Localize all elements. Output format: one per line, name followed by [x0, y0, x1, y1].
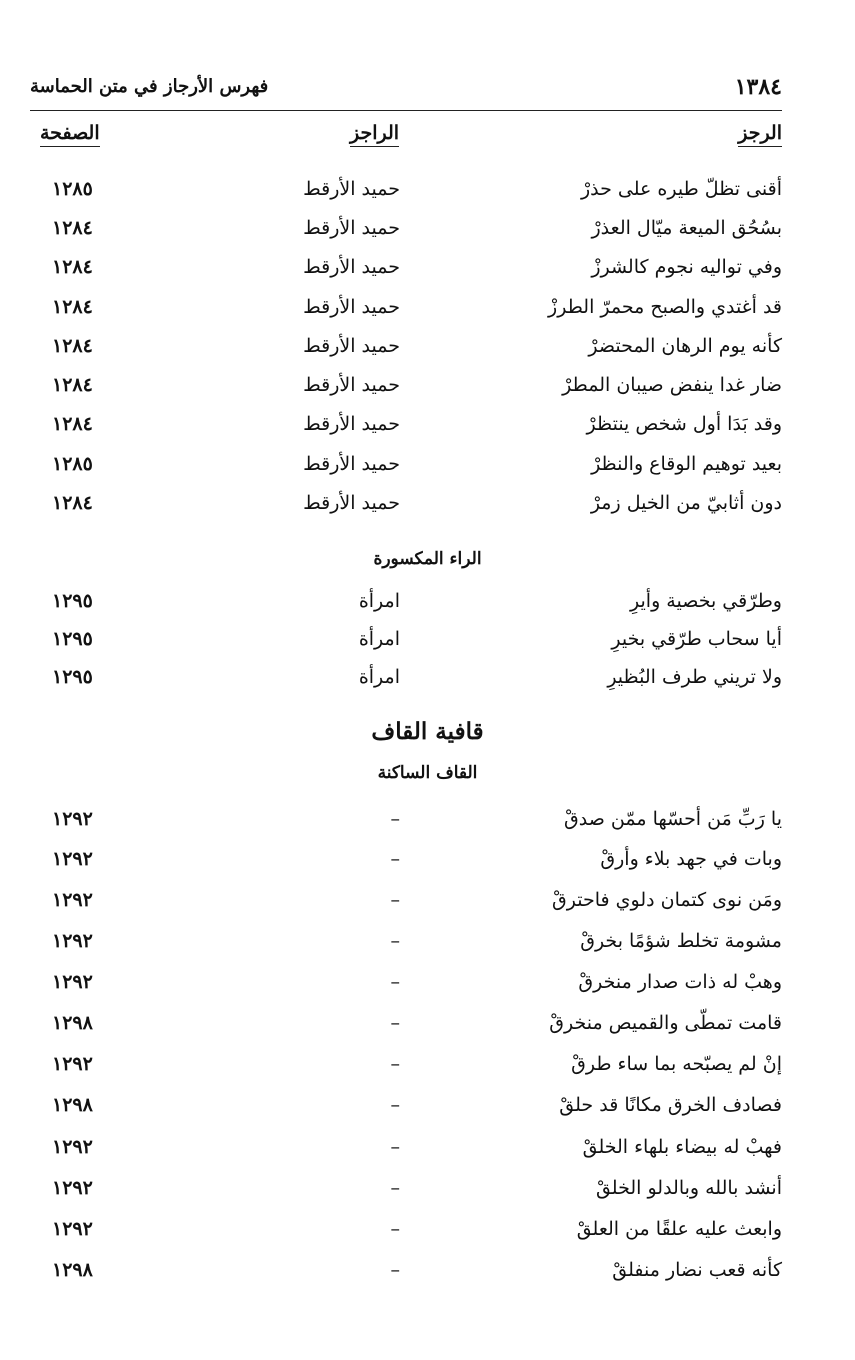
page-ref: ١٢٩٢	[52, 848, 93, 870]
page-ref: ١٢٩٢	[52, 1177, 93, 1199]
index-row	[30, 971, 782, 1005]
verse-text: مشومة تخلط شؤمًا بخرقْ	[580, 930, 782, 952]
poet-name: –	[390, 1094, 400, 1116]
verse-text: بسُحُق الميعة ميّال العذرْ	[591, 217, 782, 239]
verse-text: وهبْ له ذات صدار منخرقْ	[578, 971, 782, 993]
page-ref: ١٢٨٤	[52, 374, 93, 396]
index-row	[30, 453, 782, 487]
page-ref: ١٢٩٨	[52, 1012, 93, 1034]
verse-text: إنْ لم يصبّحه بما ساء طرقْ	[571, 1053, 782, 1075]
page-ref: ١٢٨٤	[52, 256, 93, 278]
page-ref: ١٢٩٨	[52, 1094, 93, 1116]
verse-text: قامت تمطّى والقميص منخرقْ	[549, 1012, 782, 1034]
index-row	[30, 1259, 782, 1293]
index-row	[30, 590, 782, 624]
running-head	[30, 74, 782, 111]
verse-text: ضار غدا ينفض صيبان المطرْ	[562, 374, 782, 396]
verse-text: وفي تواليه نجوم كالشرزْ	[591, 256, 782, 278]
verse-text: أقنى تظلّ طيره على حذرْ	[580, 178, 782, 200]
index-row	[30, 930, 782, 964]
section-heading-qaf-sakina: القاف الساكنة	[377, 763, 478, 783]
poet-name: حميد الأرقط	[303, 453, 400, 475]
page-ref: ١٢٨٤	[52, 217, 93, 239]
poet-name: –	[390, 1053, 400, 1075]
page-ref: ١٢٩٢	[52, 1053, 93, 1075]
poet-name: –	[390, 808, 400, 830]
index-row	[30, 413, 782, 447]
poet-name: حميد الأرقط	[303, 296, 400, 318]
verse-text: يا رَبِّ مَن أحسّها ممّن صدقْ	[564, 808, 782, 830]
column-header-page: الصفحة	[40, 122, 100, 147]
verse-text: أنشد بالله وبالدلو الخلقْ	[595, 1177, 782, 1199]
index-row	[30, 1177, 782, 1211]
poet-name: امرأة	[358, 628, 400, 650]
verse-text: أيا سحاب طرّقي بخيرِ	[611, 628, 782, 650]
running-title: فهرس الأرجاز في متن الحماسة	[30, 76, 269, 97]
page-number: ١٣٨٤	[734, 74, 782, 100]
index-row	[30, 1136, 782, 1170]
verse-text: وقد بَدَا أول شخص ينتظرْ	[586, 413, 782, 435]
verse-text: بعيد توهيم الوقاع والنظرْ	[591, 453, 782, 475]
page-ref: ١٢٩٢	[52, 930, 93, 952]
poet-name: –	[390, 1259, 400, 1281]
verse-text: ولا تريني طرف البُظيرِ	[607, 666, 782, 688]
index-row	[30, 178, 782, 212]
poet-name: حميد الأرقط	[303, 492, 400, 514]
verse-text: دون أثابيّ من الخيل زمرْ	[590, 492, 782, 514]
index-row	[30, 492, 782, 526]
verse-text: وطرّقي بخصية وأيرِ	[630, 590, 782, 612]
page-ref: ١٢٨٥	[52, 178, 93, 200]
poet-name: –	[390, 889, 400, 911]
index-row	[30, 217, 782, 251]
column-header-rajaz: الرجز	[738, 122, 782, 147]
page-ref: ١٢٩٢	[52, 1218, 93, 1240]
index-row	[30, 1094, 782, 1128]
page-ref: ١٢٨٥	[52, 453, 93, 475]
page-ref: ١٢٩٢	[52, 971, 93, 993]
index-row	[30, 335, 782, 369]
index-row	[30, 1012, 782, 1046]
verse-text: فصادف الخرق مكانًا قد حلقْ	[559, 1094, 782, 1116]
poet-name: –	[390, 1012, 400, 1034]
poet-name: حميد الأرقط	[303, 256, 400, 278]
page-ref: ١٢٩٥	[52, 666, 93, 688]
poet-name: –	[390, 971, 400, 993]
poet-name: –	[390, 848, 400, 870]
poet-name: امرأة	[358, 590, 400, 612]
page-ref: ١٢٨٤	[52, 413, 93, 435]
poet-name: امرأة	[358, 666, 400, 688]
section-heading-ra-maksura: الراء المكسورة	[373, 549, 482, 569]
verse-text: ومَن نوى كتمان دلوي فاحترقْ	[552, 889, 782, 911]
poet-name: –	[390, 1136, 400, 1158]
page-ref: ١٢٩٥	[52, 628, 93, 650]
index-row	[30, 1218, 782, 1252]
column-headers	[30, 122, 782, 162]
page-ref: ١٢٨٤	[52, 492, 93, 514]
verse-text: وابعث عليه علقًا من العلقْ	[576, 1218, 782, 1240]
column-header-rajiz: الراجز	[350, 122, 399, 147]
index-row	[30, 666, 782, 700]
index-row	[30, 296, 782, 330]
poet-name: –	[390, 1218, 400, 1240]
index-row	[30, 628, 782, 662]
page-ref: ١٢٨٤	[52, 335, 93, 357]
page-ref: ١٢٨٤	[52, 296, 93, 318]
poet-name: حميد الأرقط	[303, 374, 400, 396]
index-row	[30, 1053, 782, 1087]
page-ref: ١٢٩٨	[52, 1259, 93, 1281]
verse-text: وبات في جهد بلاء وأرقْ	[600, 848, 782, 870]
index-row	[30, 374, 782, 408]
page-ref: ١٢٩٥	[52, 590, 93, 612]
index-row	[30, 848, 782, 882]
page-ref: ١٢٩٢	[52, 1136, 93, 1158]
index-row	[30, 256, 782, 290]
verse-text: قد أغتدي والصبح محمرّ الطرزْ	[548, 296, 782, 318]
verse-text: كأنه قعب نضار منفلقْ	[612, 1259, 782, 1281]
index-row	[30, 808, 782, 842]
poet-name: –	[390, 1177, 400, 1199]
page-ref: ١٢٩٢	[52, 808, 93, 830]
verse-text: كأنه يوم الرهان المحتضرْ	[588, 335, 782, 357]
index-row	[30, 889, 782, 923]
poet-name: حميد الأرقط	[303, 217, 400, 239]
poet-name: –	[390, 930, 400, 952]
verse-text: فهبْ له بيضاء بلهاء الخلقْ	[582, 1136, 782, 1158]
poet-name: حميد الأرقط	[303, 335, 400, 357]
page-ref: ١٢٩٢	[52, 889, 93, 911]
poet-name: حميد الأرقط	[303, 413, 400, 435]
section-heading-qaf: قافية القاف	[371, 718, 484, 745]
poet-name: حميد الأرقط	[303, 178, 400, 200]
